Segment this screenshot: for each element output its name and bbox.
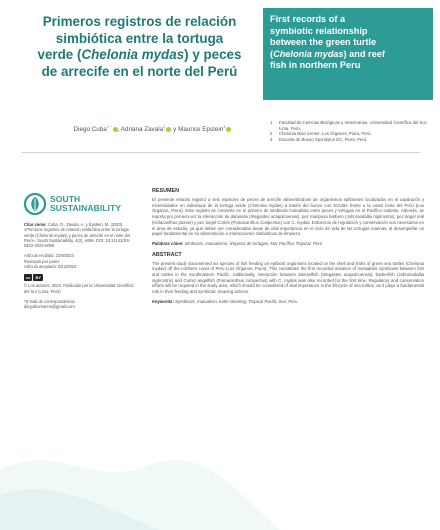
south-sustainability-logo-icon	[24, 193, 46, 215]
title-english: First records of a symbiotic relationship between the green turtle (Chelonia mydas) and reef fish in northern Peru	[270, 14, 385, 70]
affiliation: 1 Facultad de Ciencias Biológicas y Veterinarias, Universidad Científica del Sur, Lima, Perú.	[270, 120, 428, 131]
title-es-line: simbiótica entre la tortuga	[55, 30, 224, 46]
species-name: Chelonia mydas	[81, 47, 185, 62]
author-name: Adriana Zavala	[120, 126, 164, 134]
abstract-section	[152, 188, 424, 310]
abstract-text: The present study documented six species of fish feeding on epibiont organisms located on the shell and limbs of green sea turtles (Chelonia mydas) off the northern coast of Peru (Los Órganos, Piura). This constitutes the first recorded instance of mutualistic symbiosis between fish and turtles in the Southeastern Pacific. Additionally, interaction between damselfish (Stegastes acapulcoensis), barberfish (Johnrandallia nigrirostris) and Cortez angelfish (Pomacanthus zonipectus) with C. mydas was also recorded for the first time. Regulatory and conservation efforts will be required in the study area, which should be considered of vital importance in the lifecycle of sea turtles, as it plays a fundamental role in their feeding and symbiotic cleaning actions.	[152, 260, 424, 295]
resumen-keywords: Palabras clave: Simbiosis, mutualismo, limpieza de tortugas, Mar Pacífico Tropical, Perú	[152, 240, 322, 246]
author-name: Diego Cuba	[73, 126, 107, 134]
title-es-line: verde (Chelonia mydas) y peces	[37, 47, 242, 62]
email-link[interactable]: diegobiomarino@gmail.com	[24, 304, 75, 310]
correspondence: *E-mail de correspondencia: diegobiomarino@gmail.com	[24, 299, 136, 310]
title-es-line: de arrecife en el norte del Perú	[41, 63, 238, 79]
affiliation: 3 Escuela de Buceo Spondylus DC, Piura, Perú.	[270, 136, 368, 142]
affiliations	[270, 120, 432, 142]
title-es-line: Primeros registros de relación	[42, 14, 237, 29]
resumen-text: El presente estudio registró a seis especies de peces de arrecife alimentándose de organismos epibiontes localizados en el caparazón y extremidades en individuos de la tortuga verde (Chelonia mydas) a través del buceo con SCUBA frente a la costa norte del Perú (Los Órganos, Piura). Este registro se convierte en el primero de simbiosis mutualista entre peces y tortugas en el Pacífico sudeste. Además, se reporta por primera vez la interacción de damisela (Stegastes acapulcoensis), pez mariposa barbero (Johnrandallia nigrirostris), pez ángel real (Holacanthus passer) y pez ángel Cortés (Pomacanthus zonipectus) con C. mydas. Esfuerzos de regulación y conservación son necesarios en el área de estudio, ya que deben ser consideradas áreas de vital importancia en el ciclo de vida de las tortugas marinas, al desempeñar un papel fundamental en su alimentación e interacciones simbióticas de limpieza.	[152, 197, 424, 237]
title-english-box	[263, 8, 433, 100]
title-spanish	[22, 14, 257, 80]
orcid-icon[interactable]	[226, 127, 231, 132]
journal-name: SOUTH SUSTAINABILITY	[50, 193, 122, 213]
abstract-keywords: Keywords: Symbiosis, mutualism, turtle cleaning, Tropical Pacific Sea, Peru	[152, 298, 298, 304]
citation: Citar como: Cuba, D., Zavala, A. y Epstein, M. (2023). «Primeros registros de relación simbiótica entre la tortuga verde (Chelonia mydas) y peces de arrecife en el norte del Perú». South Sustainability, 4(2), e086. DOI: 10.21142/SS-0402-2023-e086	[24, 222, 131, 249]
copyright: © Los autores, 2023. Publicado por la Universidad Científica del Sur (Lima, Perú)	[24, 283, 134, 294]
affiliation: 2 Chelonia Dive Center, Los Órganos, Piura, Perú.	[270, 131, 372, 136]
journal-logo	[24, 190, 144, 218]
species-name-en: Chelonia mydas	[273, 48, 344, 59]
resumen-heading: RESUMEN	[152, 188, 179, 194]
author-list: Diego Cuba$^{1,*}$ , Adriana Zavala$^2$ y Maurice Epstein$^3$	[40, 124, 265, 133]
header-divider	[22, 152, 420, 153]
creative-commons-icon[interactable]: cc BY	[26, 275, 42, 281]
author-name: Maurice Epstein	[178, 126, 224, 134]
article-info-sidebar	[24, 222, 136, 315]
abstract-heading: ABSTRACT	[152, 251, 182, 258]
decorative-background-wave	[0, 380, 440, 530]
article-dates: Artículo recibido: 21/9/2023 Revisado por pares Artículo aceptado: 5/12/2023	[24, 253, 77, 270]
